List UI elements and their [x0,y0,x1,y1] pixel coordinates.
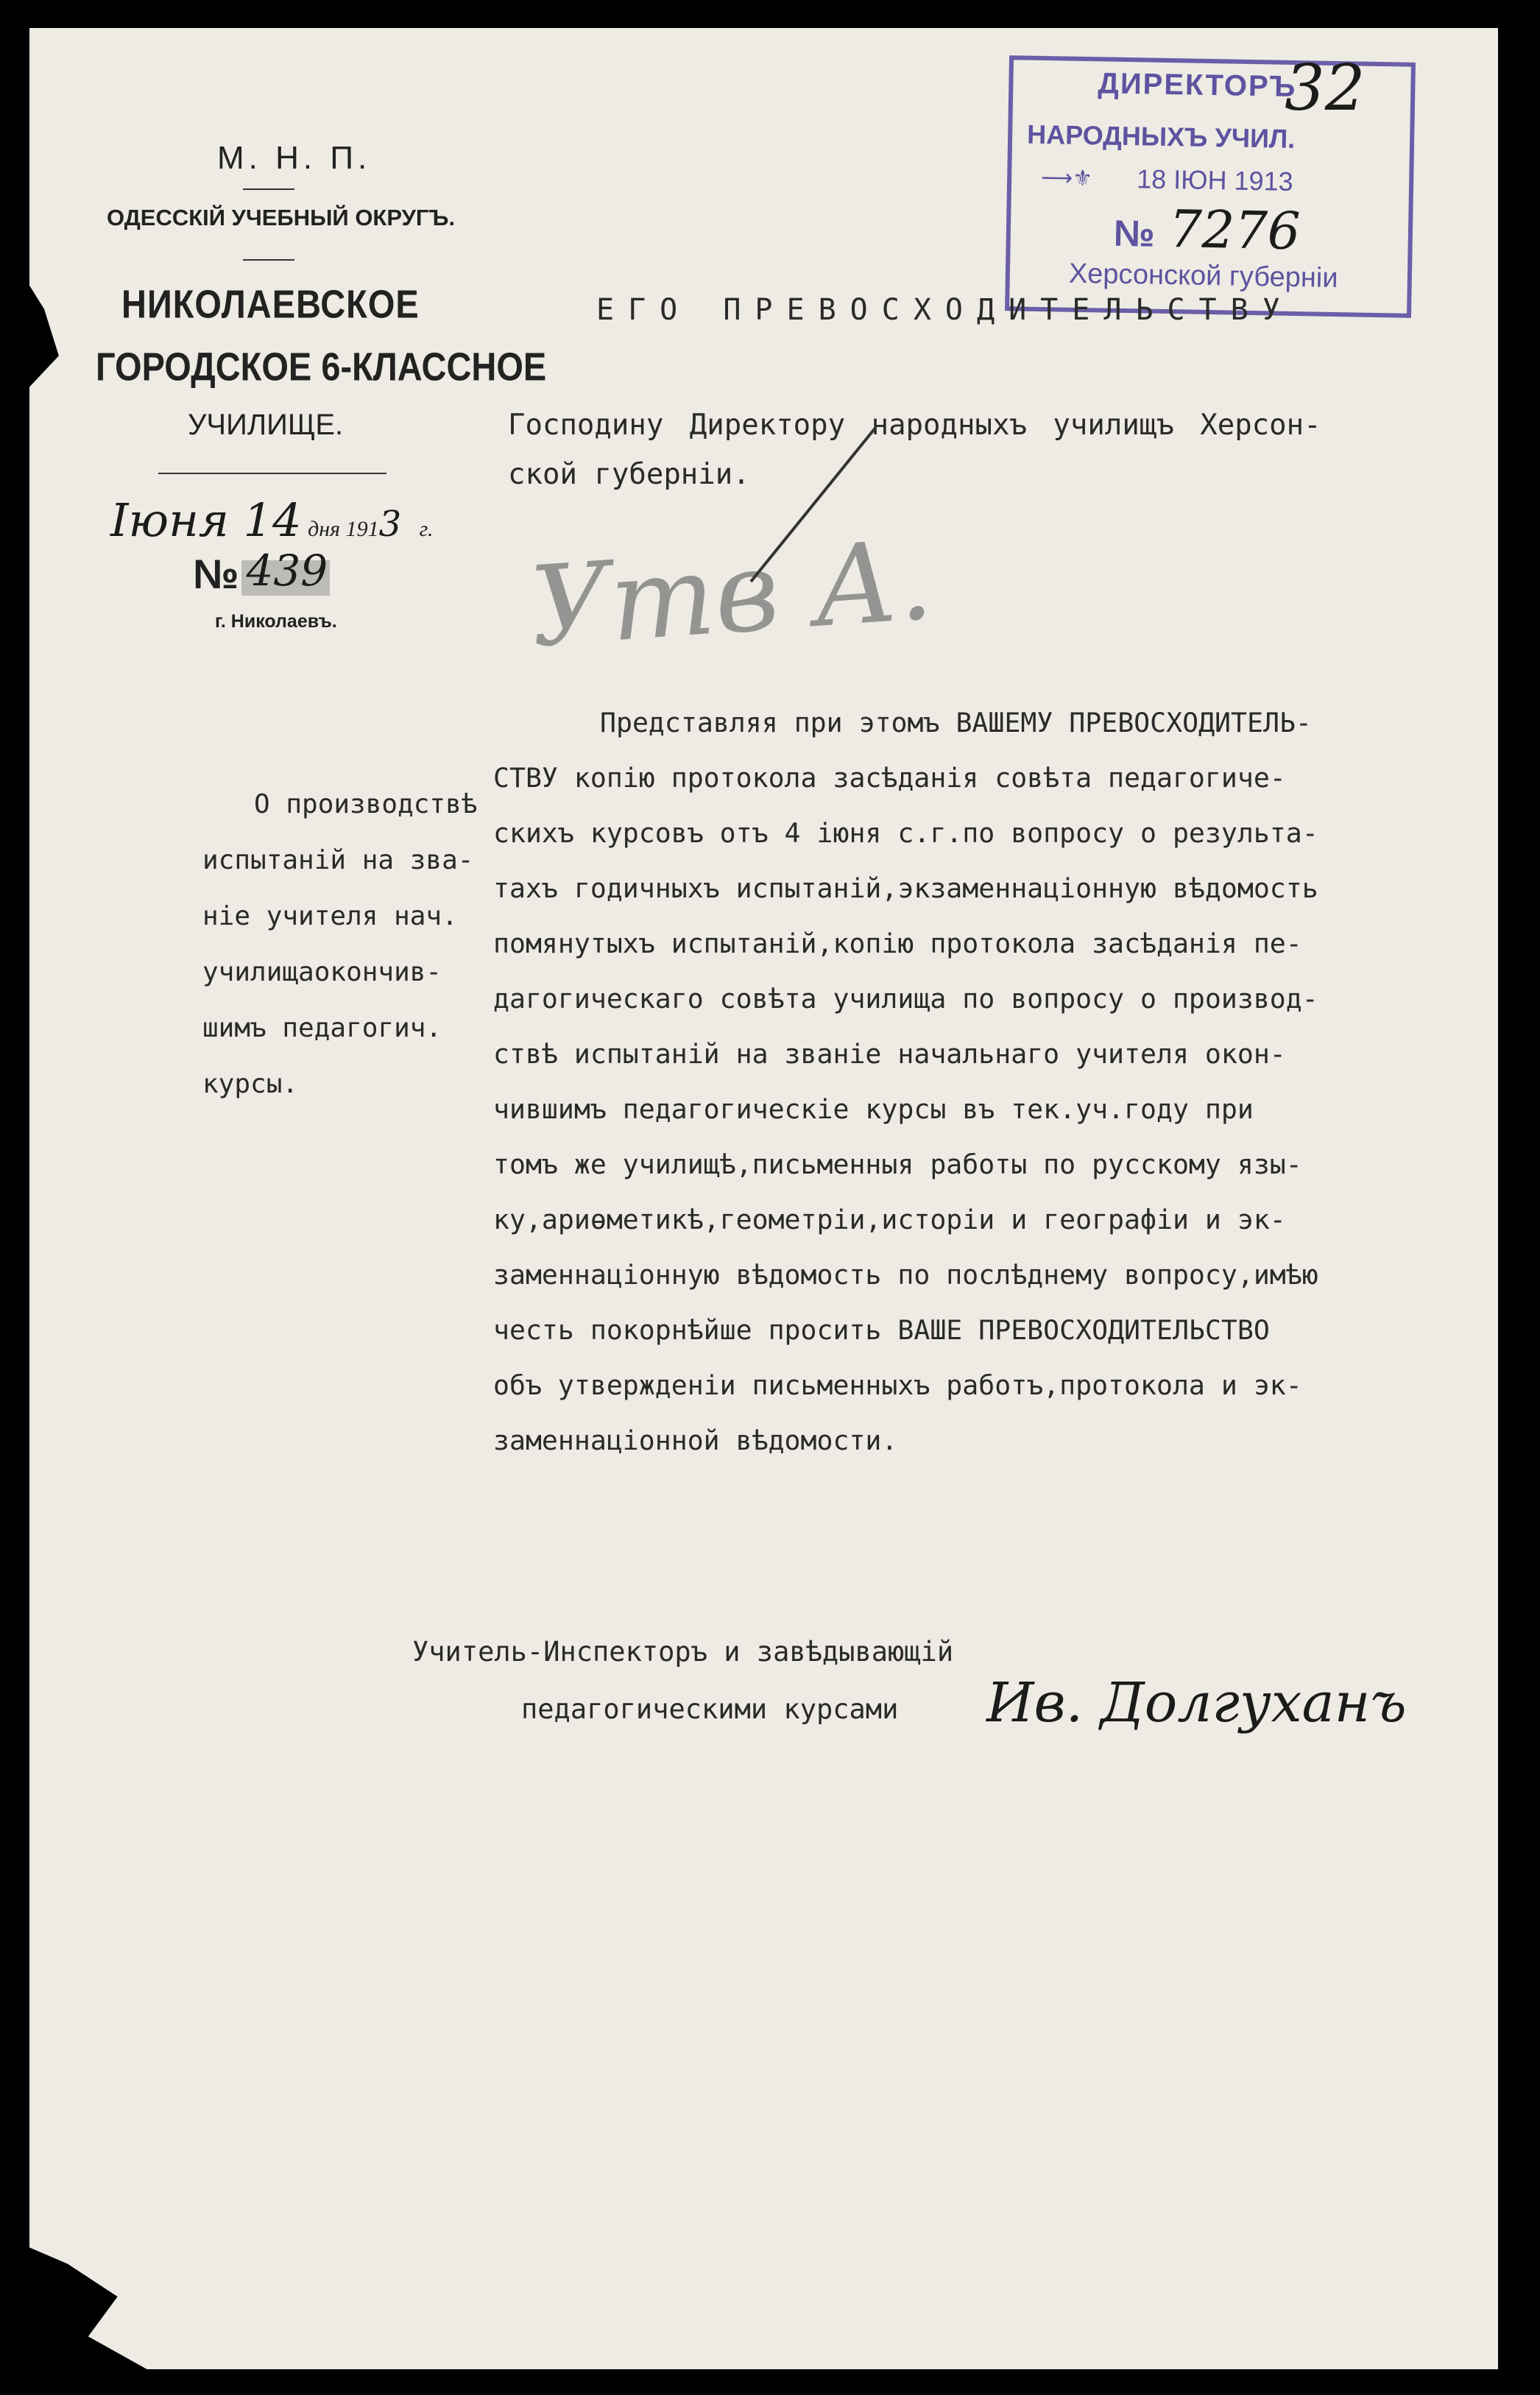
resolution-stroke [721,398,942,618]
subject-line: курсы. [202,1069,299,1099]
body-line: ствѣ испытаній на званіе начальнаго учителя окон- [493,1038,1286,1070]
ornament-divider [243,259,294,261]
stamp-line2: НАРОДНЫХЪ УЧИЛ. [1026,119,1296,154]
subject-line: О производствѣ [254,789,478,819]
body-line: помянутыхъ испытаній,копію протокола засѣданія пе- [493,928,1302,959]
school-name-line1: НИКОЛАЕВСКОЕ [121,281,420,326]
signatory-title-line1: Учитель-Инспекторъ и завѣдывающій [412,1636,954,1668]
subject-line: ніе учителя нач. [202,901,458,931]
stamp-line4: Херсонской губерніи [1068,258,1338,294]
ornament-divider [158,473,386,474]
body-line: объ утвержденіи письменныхъ работъ,протокола и эк- [493,1369,1302,1401]
body-line: честь покорнѣйше просить ВАШЕ ПРЕВОСХОДИТЕЛЬСТВО [493,1314,1270,1346]
subject-line: училищаокончив- [202,957,442,987]
stamp-number-sign: № [1113,212,1156,255]
body-line: заменнаціонной вѣдомости. [493,1425,898,1456]
stamp-ornament-icon: ⟶⚜ [1040,165,1093,191]
subject-line: испытаній на зва- [202,845,474,875]
signatory-title-line2: педагогическими курсами [521,1693,899,1725]
stamp-number-handwritten: 7276 [1168,199,1301,262]
body-line: тахъ годичныхъ испытаній,экзаменнаціонную вѣдомость [493,872,1318,904]
body-line: томъ же училищѣ,письменныя работы по русскому язы- [493,1149,1302,1180]
number-sign: № [193,551,239,597]
ornament-divider [243,188,294,190]
body-line: ку,ариѳметикѣ,геометріи,исторіи и географіи и эк- [493,1204,1286,1235]
date-suffix: г. [419,517,434,541]
folio-number: 32 [1285,52,1366,125]
body-line: чившимъ педагогическіе курсы въ тек.уч.году при [493,1093,1254,1125]
school-name-line3: УЧИЛИЩЕ. [188,409,344,441]
handwritten-signature: Ив. Долгуханъ [986,1671,1407,1735]
school-name-line2: ГОРОДСКОЕ 6-КЛАССНОЕ [96,344,547,389]
body-line: дагогическаго совѣта училища по вопросу о производ- [493,983,1318,1015]
district-header: ОДЕССКІЙ УЧЕБНЫЙ ОКРУГЪ. [107,205,456,230]
marginal-resolution: Утв А. [526,516,937,672]
addressee-line1: Господину Директору народныхъ училищъ Херсон- [508,409,1321,442]
outgoing-number [193,546,330,599]
subject-line: шимъ педагогич. [202,1013,442,1043]
date-word: дня 191 [308,517,379,541]
addressee-title: ЕГО ПРЕВОСХОДИТЕЛЬСТВУ [596,293,1294,327]
handwritten-year-digit: 3 [378,504,402,545]
stamp-number [1113,198,1301,261]
body-line: заменнаціонную вѣдомость по послѣднему вопросу,имѣю [493,1259,1318,1291]
number-highlight [241,546,330,596]
addressee-line2: ской губерніи. [508,458,750,491]
date-line [110,493,433,547]
handwritten-date: Іюня 14 [110,493,302,547]
stamp-date: 18 ІЮН 1913 [1136,163,1294,197]
body-line: СТВУ копію протокола засѣданія совѣта педагогиче- [493,762,1286,794]
handwritten-number: 439 [246,546,328,596]
ministry-header: М. Н. П. [217,140,372,176]
body-line: Представляя при этомъ ВАШЕМУ ПРЕВОСХОДИТЕЛЬ- [600,707,1312,738]
city-line: г. Николаевъ. [215,611,337,632]
body-line: скихъ курсовъ отъ 4 іюня с.г.по вопросу о результа- [493,817,1318,849]
stamp-line1: ДИРЕКТОРЪ [1098,67,1297,104]
